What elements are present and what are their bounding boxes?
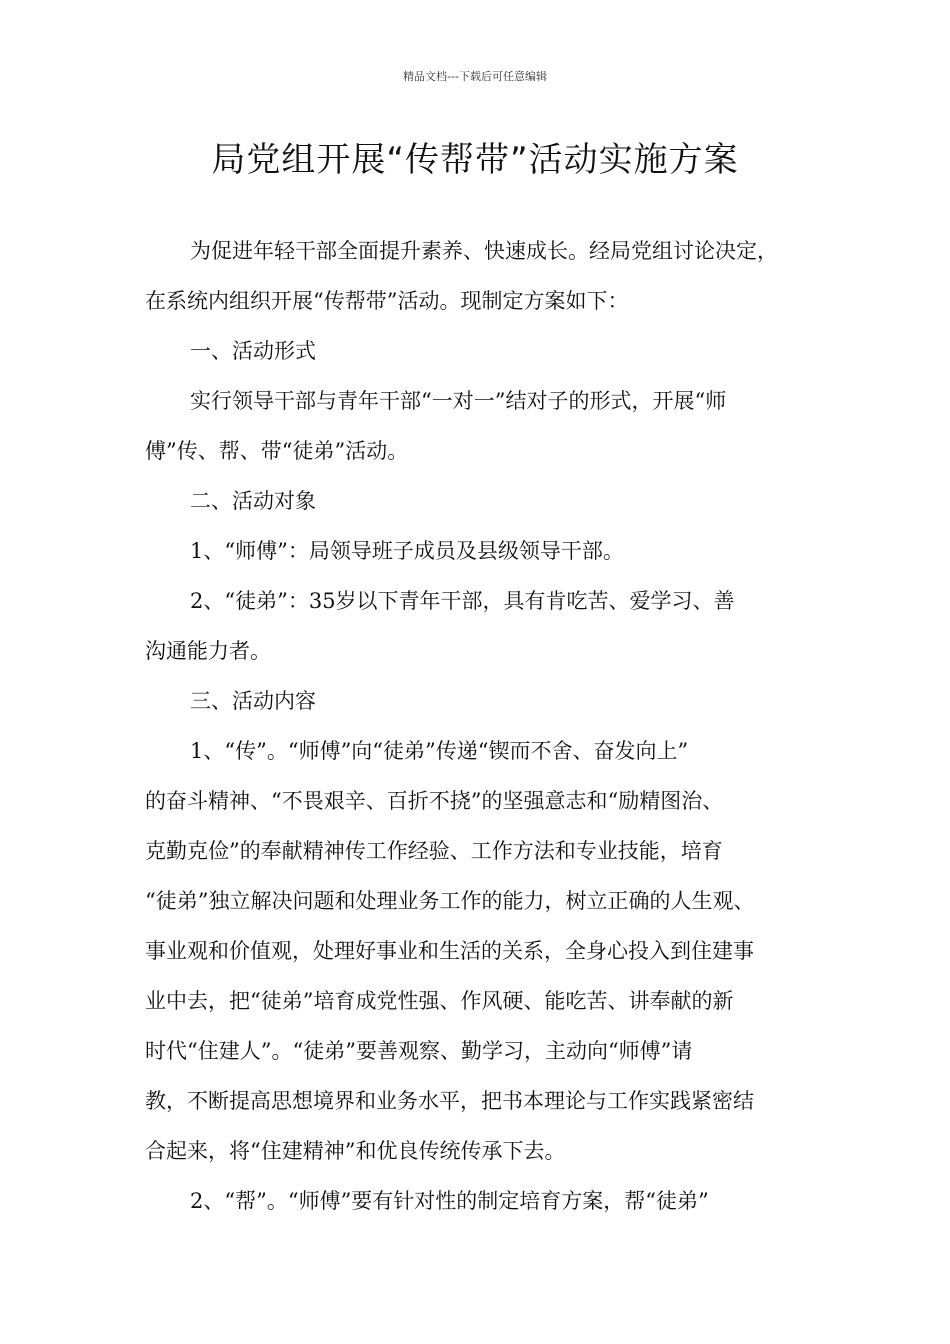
paragraph-line: 克勤克俭”的奉献精神传工作经验、工作方法和专业技能，培育	[145, 839, 723, 863]
paragraph-line: 为促进年轻干部全面提升素养、快速成长。经局党组讨论决定，	[190, 239, 778, 263]
paragraph-line: 教，不断提高思想境界和业务水平，把书本理论与工作实践紧密结	[145, 1089, 754, 1113]
paragraph-line: 在系统内组织开展“传帮带”活动。现制定方案如下：	[145, 289, 629, 313]
paragraph-line: 事业观和价值观，处理好事业和生活的关系，全身心投入到住建事	[145, 939, 754, 963]
paragraph-line: 2、“帮”。“师傅”要有针对性的制定培育方案，帮“徒弟”	[190, 1189, 709, 1213]
section-heading: 一、活动形式	[190, 339, 316, 363]
page-header: 精品文档---下载后可任意编辑	[403, 70, 547, 83]
paragraph-line: 1、“传”。“师傅”向“徒弟”传递“锲而不舍、奋发向上”	[190, 739, 689, 763]
section-heading: 二、活动对象	[190, 489, 316, 513]
paragraph-line: “徒弟”独立解决问题和处理业务工作的能力，树立正确的人生观、	[145, 889, 755, 913]
paragraph-line: 时代“住建人”。“徒弟”要善观察、勤学习，主动向“师傅”请	[145, 1039, 693, 1063]
paragraph-line: 沟通能力者。	[145, 639, 271, 663]
paragraph-line: 的奋斗精神、“不畏艰辛、百折不挠”的坚强意志和“励精图治、	[145, 789, 724, 813]
document-title: 局党组开展“传帮带”活动实施方案	[211, 140, 739, 180]
paragraph-line: 业中去，把“徒弟”培育成党性强、作风硬、能吃苦、讲奉献的新	[145, 989, 734, 1013]
paragraph-line: 实行领导干部与青年干部“一对一”结对子的形式，开展“师	[190, 389, 727, 413]
paragraph-line: 傅”传、帮、带“徒弟”活动。	[145, 439, 409, 463]
paragraph-line: 1、“师傅”：局领导班子成员及县级领导干部。	[190, 539, 624, 563]
paragraph-line: 2、“徒弟”：35岁以下青年干部，具有肯吃苦、爱学习、善	[190, 589, 735, 613]
section-heading: 三、活动内容	[190, 689, 316, 713]
paragraph-line: 合起来，将“住建精神”和优良传统传承下去。	[145, 1139, 566, 1163]
